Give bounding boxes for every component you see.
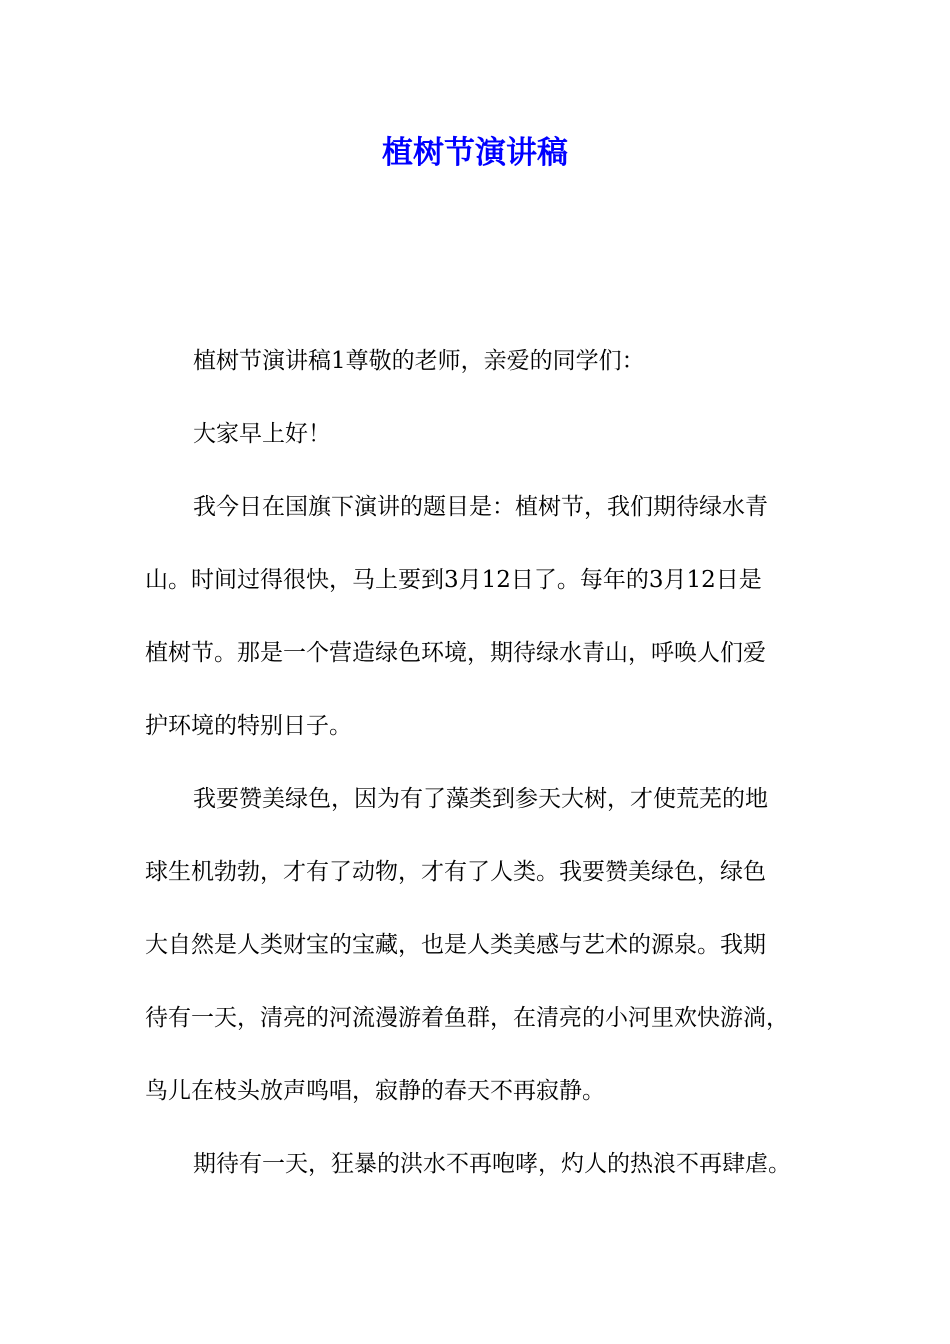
body-line: 护环境的特别日子。 [145, 713, 352, 739]
body-line: 大家早上好！ [193, 421, 331, 447]
body-line: 期待有一天，狂暴的洪水不再咆哮，灼人的热浪不再肆虐。 [193, 1151, 791, 1177]
document-title: 植树节演讲稿 [382, 135, 568, 171]
body-line: 我要赞美绿色，因为有了藻类到参天大树，才使荒芜的地 [193, 786, 768, 812]
body-line: 球生机勃勃，才有了动物，才有了人类。我要赞美绿色，绿色 [145, 859, 766, 885]
body-line: 我今日在国旗下演讲的题目是：植树节，我们期待绿水青 [193, 494, 768, 520]
body-line: 植树节演讲稿1尊敬的老师，亲爱的同学们： [193, 348, 645, 374]
body-line: 大自然是人类财宝的宝藏，也是人类美感与艺术的源泉。我期 [145, 932, 766, 958]
body-line: 植树节。那是一个营造绿色环境，期待绿水青山，呼唤人们爱 [145, 640, 766, 666]
body-line: 山。时间过得很快，马上要到3月12日了。每年的3月12日是 [145, 567, 762, 593]
document-body [145, 334, 815, 1210]
body-line: 待有一天，清亮的河流漫游着鱼群，在清亮的小河里欢快游淌， [145, 1005, 789, 1031]
body-line: 鸟儿在枝头放声鸣唱，寂静的春天不再寂静。 [145, 1078, 605, 1104]
